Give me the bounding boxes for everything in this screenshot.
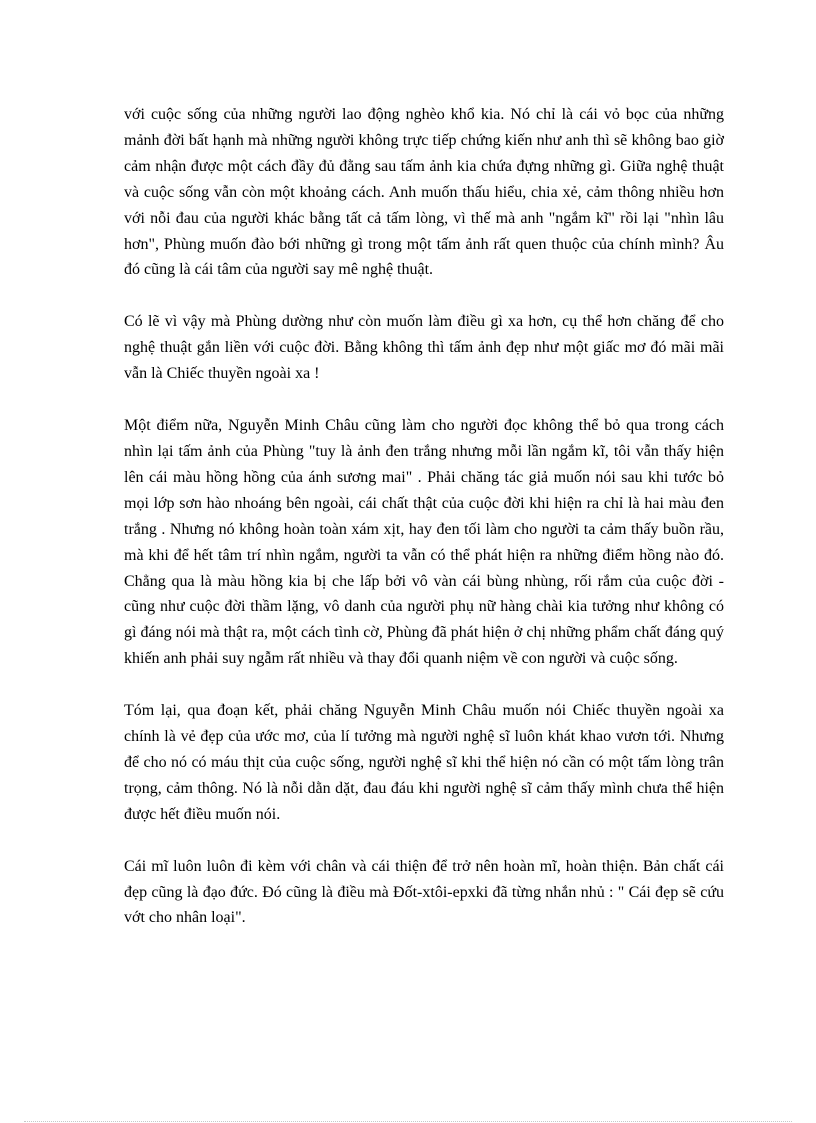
paragraph: Một điểm nữa, Nguyễn Minh Châu cũng làm cho người đọc không thể bỏ qua trong cách nhìn lại tấm ảnh của Phùng "tuy là ảnh đen trắng nhưng mỗi lần ngắm kĩ, tôi vẫn thấy hiện lên cái màu hồng hồng của ánh sương mai" . Phải chăng tác giả muốn nói sau khi tước bỏ mọi lớp sơn hào nhoáng bên ngoài, cái chất thật của cuộc đời khi hiện ra chỉ là hai màu đen trắng . Nhưng nó không hoàn toàn xám xịt, hay đen tối làm cho người ta cảm thấy buồn rầu, mà khi để hết tâm trí nhìn ngắm, người ta vẫn có thể phát hiện ra những điểm hồng nào đó. Chẳng qua là màu hồng kia bị che lấp bởi vô vàn cái bùng nhùng, rối rắm của cuộc đời - cũng như cuộc đời thầm lặng, vô danh của người phụ nữ hàng chài kia tưởng như không có gì đáng nói mà thật ra, một cách tình cờ, Phùng đã phát hiện ở chị những phẩm chất đáng quý khiến anh phải suy ngẫm rất nhiều và thay đổi quanh niệm về con người và cuộc sống. (124, 417, 724, 668)
paragraph: Cái mĩ luôn luôn đi kèm với chân và cái thiện để trở nên hoàn mĩ, hoàn thiện. Bản chất cái đẹp cũng là đạo đức. Đó cũng là điều mà Đốt-xtôi-epxki đã từng nhắn nhủ : " Cái đẹp sẽ cứu vớt cho nhân loại". (124, 857, 724, 927)
paragraph: Có lẽ vì vậy mà Phùng dường như còn muốn làm điều gì xa hơn, cụ thể hơn chăng để cho nghệ thuật gắn liền với cuộc đời. Bằng không thì tấm ảnh đẹp như một giấc mơ đó mãi mãi vẫn là Chiếc thuyền ngoài xa ! (124, 313, 724, 383)
paragraph: với cuộc sống của những người lao động nghèo khổ kia. Nó chỉ là cái vỏ bọc của những mảnh đời bất hạnh mà những người không trực tiếp chứng kiến như anh thì sẽ không bao giờ cảm nhận được một cách đầy đủ đằng sau tấm ảnh kia chứa đựng những gì. Giữa nghệ thuật và cuộc sống vẫn còn một khoảng cách. Anh muốn thấu hiểu, chia xẻ, cảm thông nhiều hơn với nỗi đau của người khác bằng tất cả tấm lòng, vì thế mà anh "ngắm kĩ" rồi lại "nhìn lâu hơn", Phùng muốn đào bới những gì trong một tấm ảnh rất quen thuộc của chính mình? Âu đó cũng là cái tâm của người say mê nghệ thuật. (124, 106, 724, 279)
paragraph: Tóm lại, qua đoạn kết, phải chăng Nguyễn Minh Châu muốn nói Chiếc thuyền ngoài xa chính là vẻ đẹp của ước mơ, của lí tưởng mà người nghệ sĩ luôn khát khao vươn tới. Nhưng để cho nó có máu thịt của cuộc sống, người nghệ sĩ khi thể hiện nó cần có một tấm lòng trân trọng, cảm thông. Nó là nỗi dằn dặt, đau đáu khi người nghệ sĩ cảm thấy mình chưa thể hiện được hết điều muốn nói. (124, 702, 724, 823)
page-edge-divider (24, 1121, 792, 1122)
document-body (124, 102, 724, 957)
